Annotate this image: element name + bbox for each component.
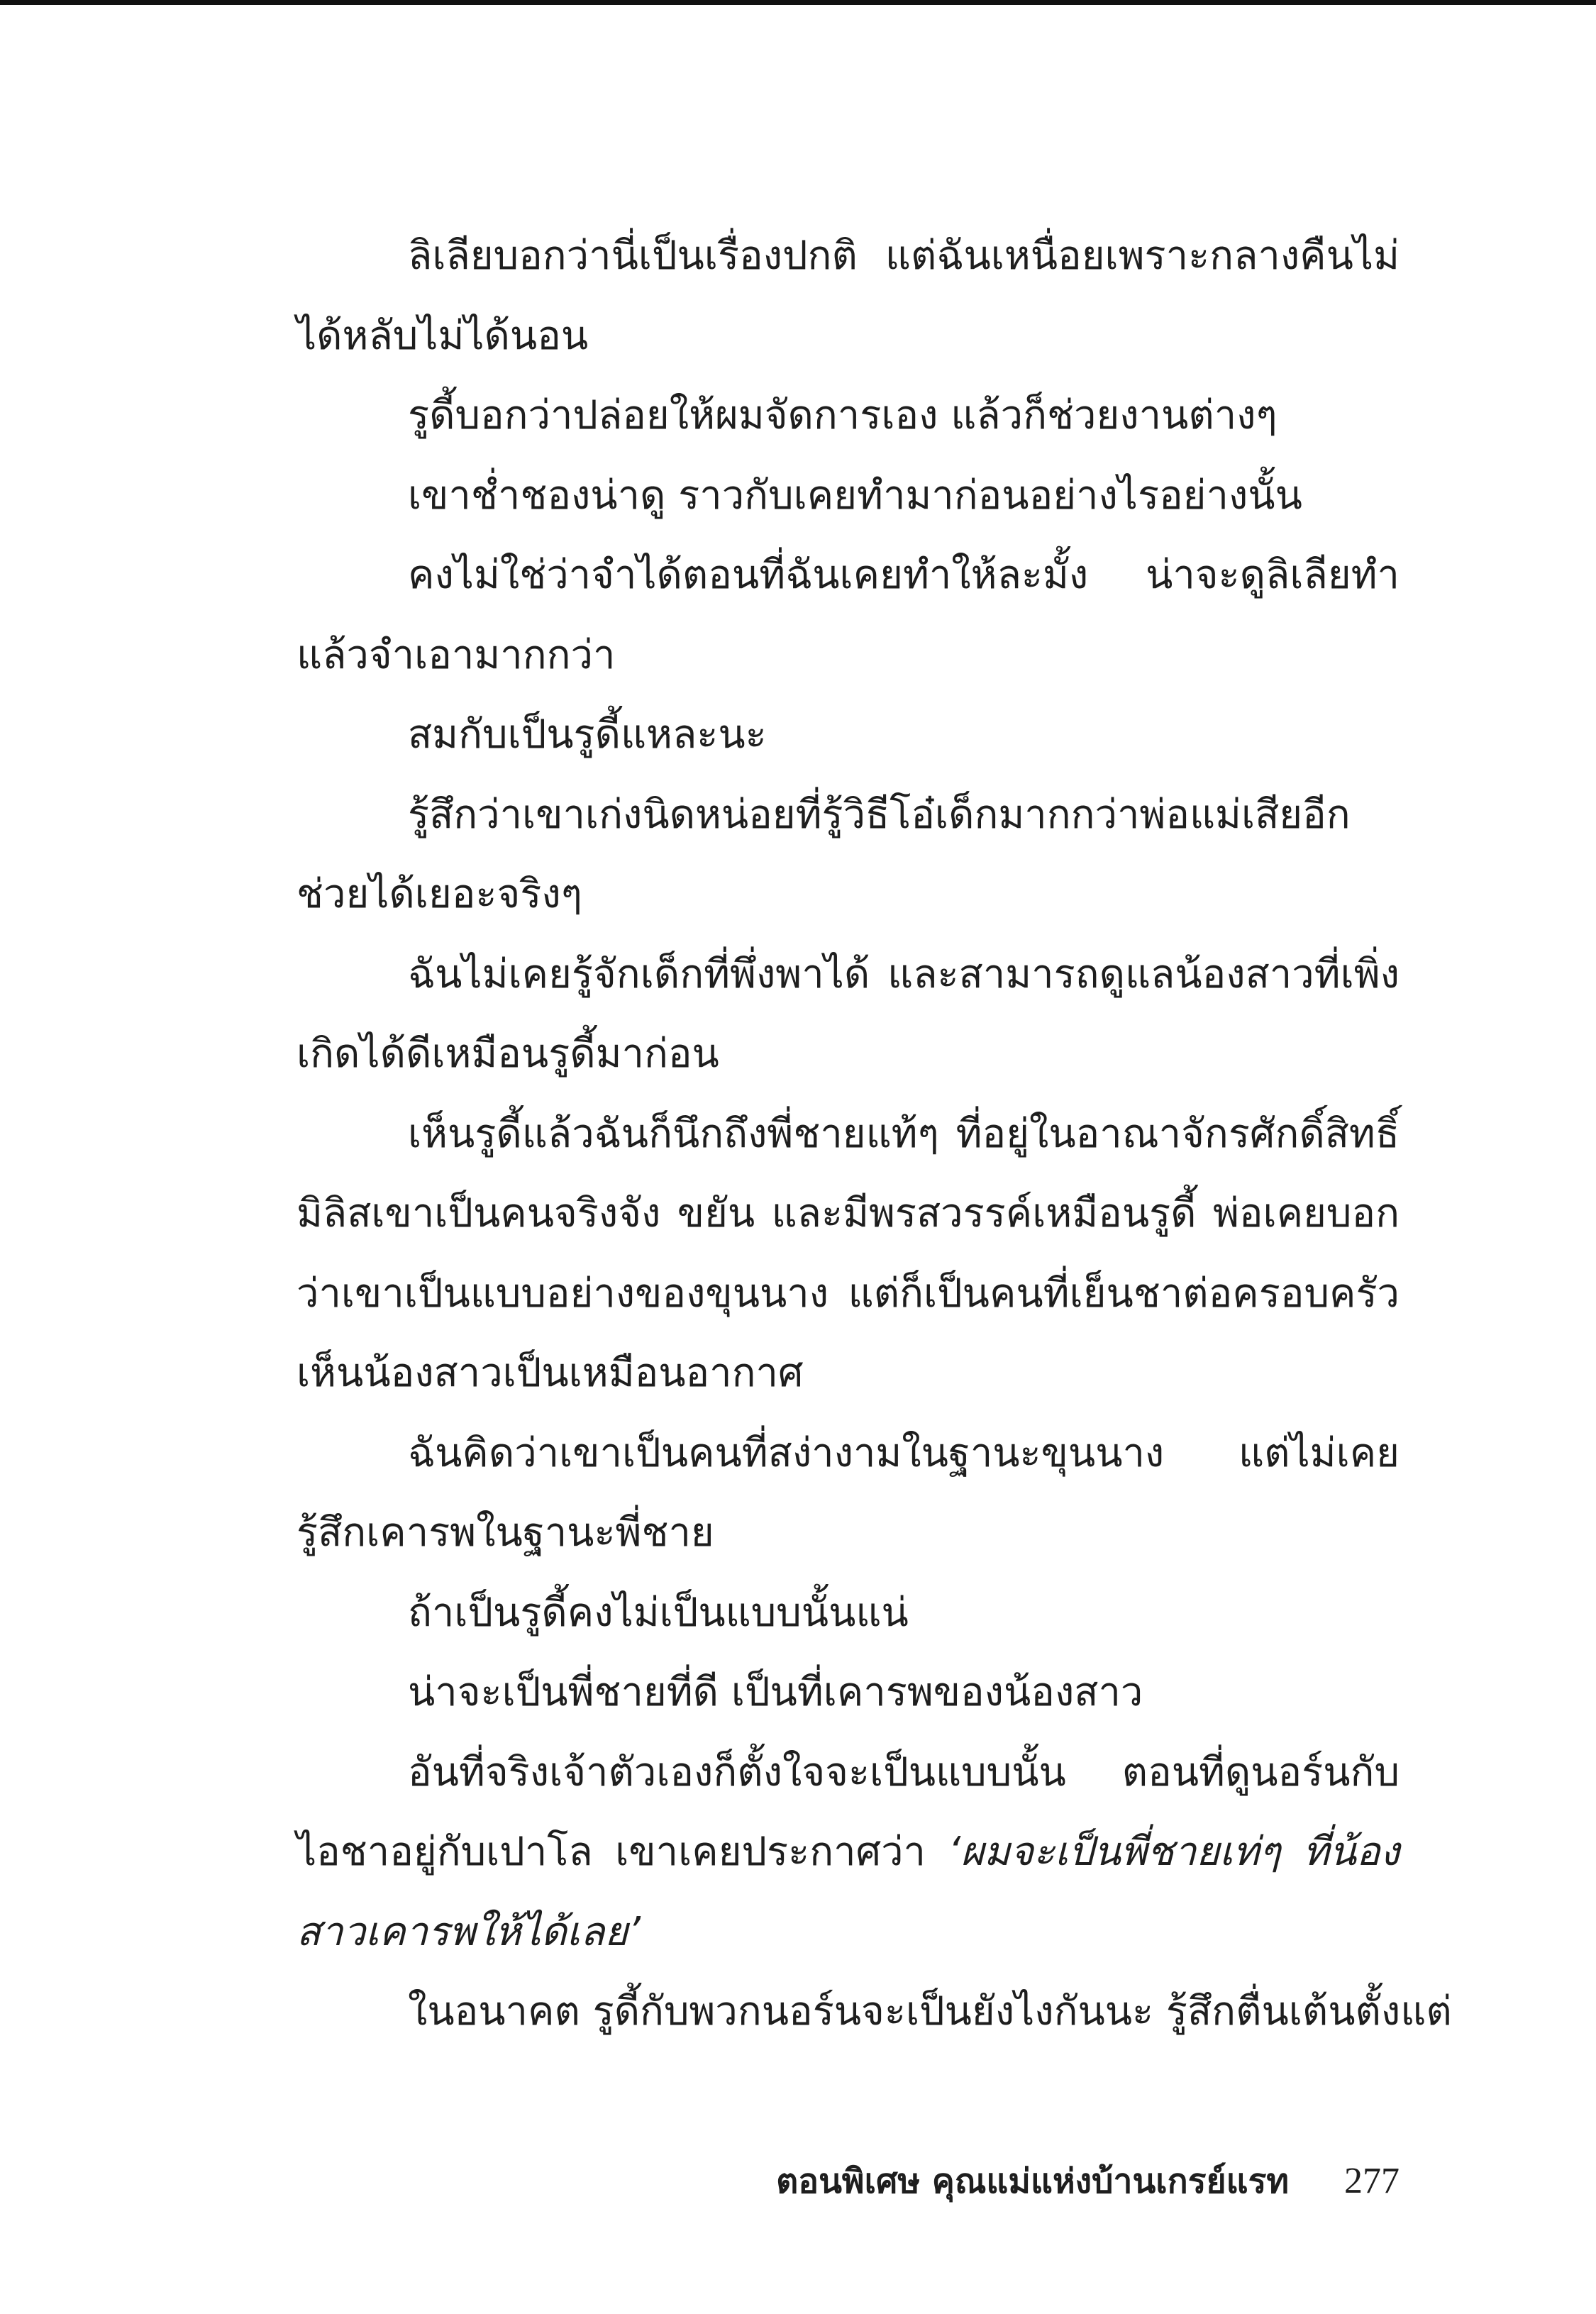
paragraph: เห็นรูดี้แล้วฉันก็นึกถึงพี่ชายแท้ๆ ที่อยู่ในอาณาจักรศักดิ์สิทธิ์มิลิสเขาเป็นคนจริงจัง ขยัน และมีพรสวรรค์เหมือนรูดี้ พ่อเคยบอกว่าเขาเป็นแบบอย่างของขุนนาง แต่ก็เป็นคนที่เย็นชาต่อครอบครัว เห็นน้องสาวเป็นเหมือนอากาศ [297,1110,1400,1396]
paragraph: เขาช่ำชองน่าดู ราวกับเคยทำมาก่อนอย่างไรอย่างนั้น [408,472,1302,519]
paragraph: รูดี้บอกว่าปล่อยให้ผมจัดการเอง แล้วก็ช่วยงานต่างๆ [408,392,1278,438]
top-rule [0,0,1596,5]
running-footer [776,2153,1400,2210]
paragraph: ถ้าเป็นรูดี้คงไม่เป็นแบบนั้นแน่ [408,1589,909,1636]
quote-paragraph [297,1733,1400,1973]
paragraph: สมกับเป็นรูดี้แหละนะ [408,712,767,758]
paragraph-continued: ในอนาคต รูดี้กับพวกนอร์นจะเป็นยังไงกันนะ รู้สึกตื่นเต้นตั้งแต่ [408,1988,1452,2035]
paragraph: น่าจะเป็นพี่ชายที่ดี เป็นที่เคารพของน้องสาว [408,1669,1143,1715]
italic-quote: ‘ผมจะเป็นพี่ชายเท่ๆ ที่น้องสาวเคารพให้ได้เลย’ [297,1829,1400,1955]
book-page-body [297,216,1452,2052]
chapter-title: ตอนพิเศษ คุณแม่แห่งบ้านเกรย์แรท [776,2161,1289,2201]
paragraph: ฉันคิดว่าเขาเป็นคนที่สง่างามในฐานะขุนนาง แต่ไม่เคยรู้สึกเคารพในฐานะพี่ชาย [297,1429,1400,1556]
quote-paragraph-lead: อันที่จริงเจ้าตัวเองก็ตั้งใจจะเป็นแบบนั้น ตอนที่ดูนอร์นกับไอชาอยู่กับเปาโล เขาเคยประกาศว่า [297,1749,1400,1875]
page-number: 277 [1344,2161,1400,2201]
paragraph: ฉันไม่เคยรู้จักเด็กที่พึ่งพาได้ และสามารถดูแลน้องสาวที่เพิ่งเกิดได้ดีเหมือนรูดี้มาก่อน [297,951,1400,1077]
paragraph: คงไม่ใช่ว่าจำได้ตอนที่ฉันเคยทำให้ละมั้ง น่าจะดูลิเลียทำแล้วจำเอามากกว่า [297,552,1400,678]
paragraph: ลิเลียบอกว่านี่เป็นเรื่องปกติ แต่ฉันเหนื่อยเพราะกลางคืนไม่ได้หลับไม่ได้นอน [297,233,1400,359]
paragraph: รู้สึกว่าเขาเก่งนิดหน่อยที่รู้วิธีโอ๋เด็กมากกว่าพ่อแม่เสียอีก ช่วยได้เยอะจริงๆ [297,791,1351,917]
